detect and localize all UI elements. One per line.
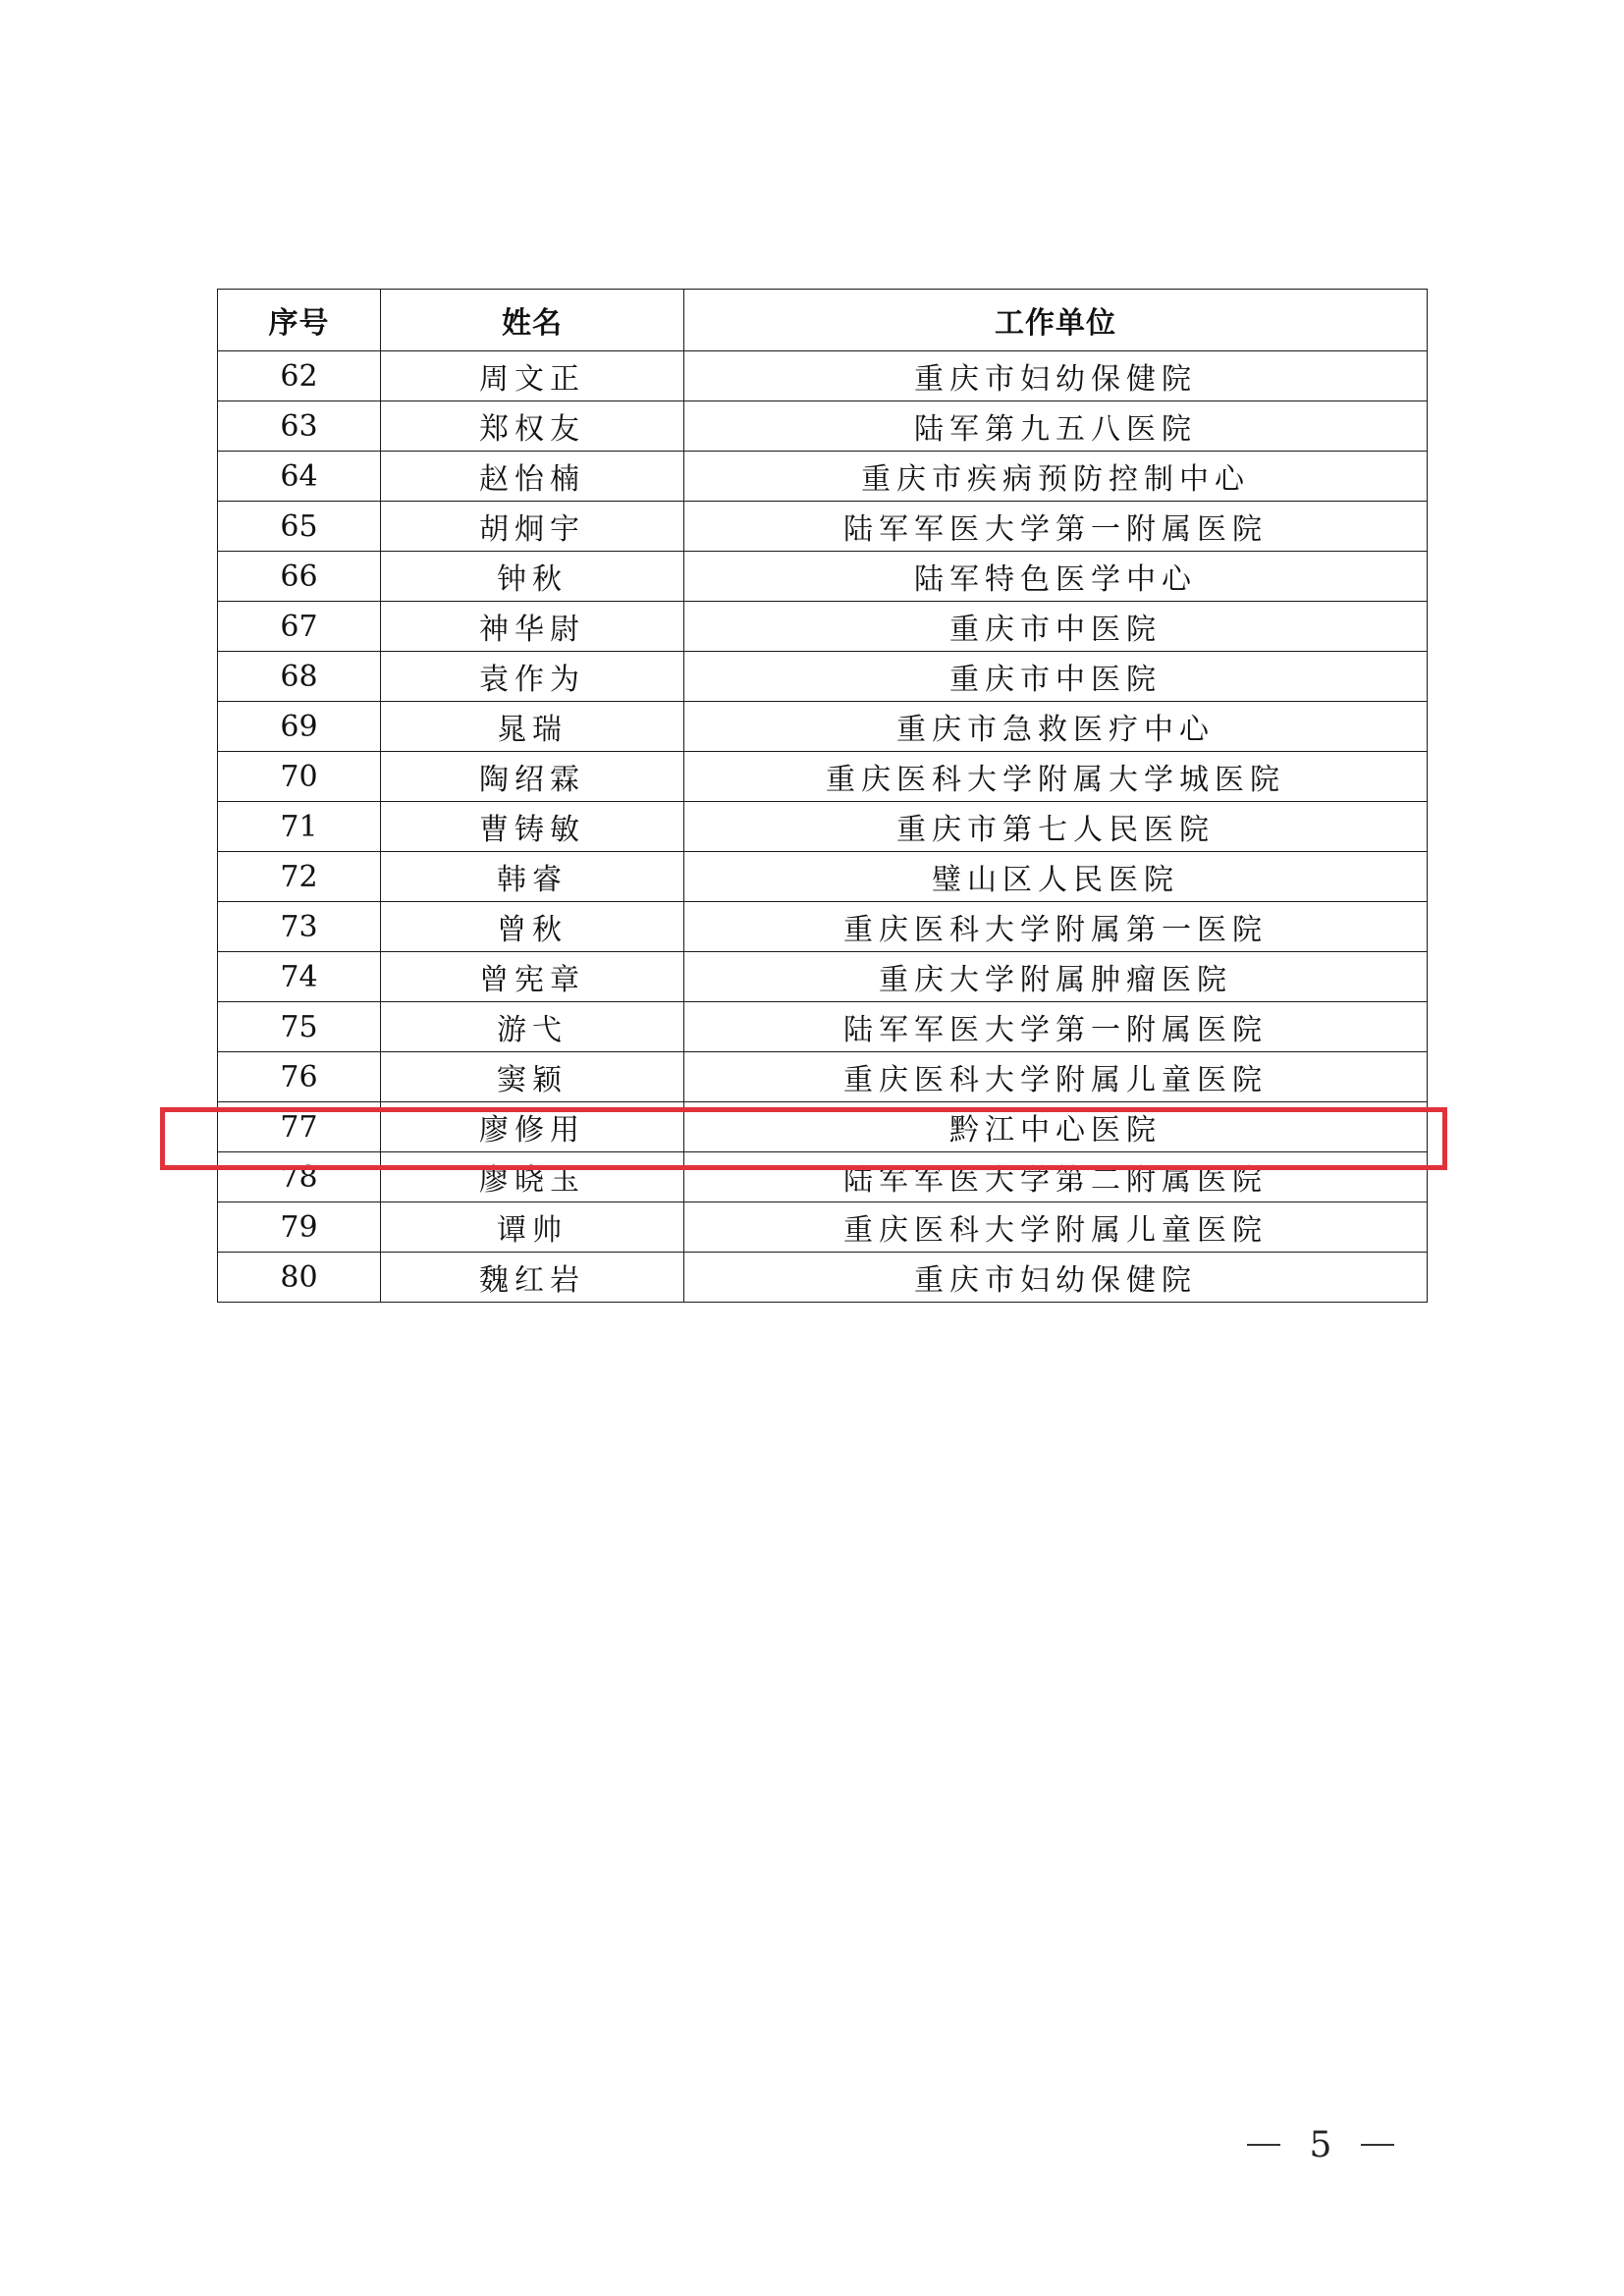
cell-unit: 重庆医科大学附属大学城医院 (684, 752, 1428, 802)
header-name: 姓名 (381, 290, 684, 351)
cell-name: 陶绍霖 (381, 752, 684, 802)
cell-seq: 71 (218, 802, 381, 852)
cell-unit: 重庆市第七人民医院 (684, 802, 1428, 852)
cell-unit: 黔江中心医院 (684, 1102, 1428, 1152)
table-row (218, 502, 1428, 552)
cell-unit: 陆军军医大学第一附属医院 (684, 1002, 1428, 1052)
cell-seq: 65 (218, 502, 381, 552)
cell-name: 曾秋 (381, 902, 684, 952)
table-row (218, 802, 1428, 852)
header-row (218, 290, 1428, 351)
cell-seq: 66 (218, 552, 381, 602)
cell-name: 曹铸敏 (381, 802, 684, 852)
table-row (218, 652, 1428, 702)
cell-unit: 陆军特色医学中心 (684, 552, 1428, 602)
table-row (218, 552, 1428, 602)
cell-unit: 重庆市中医院 (684, 652, 1428, 702)
cell-name: 韩睿 (381, 852, 684, 902)
cell-unit: 重庆市妇幼保健院 (684, 1253, 1428, 1303)
table-row (218, 351, 1428, 401)
cell-seq: 74 (218, 952, 381, 1002)
cell-seq: 79 (218, 1202, 381, 1253)
table-header (218, 290, 1428, 351)
cell-name: 神华尉 (381, 602, 684, 652)
cell-unit: 陆军军医大学第二附属医院 (684, 1152, 1428, 1202)
cell-unit: 重庆大学附属肿瘤医院 (684, 952, 1428, 1002)
page-footer (1247, 2120, 1394, 2169)
cell-seq: 68 (218, 652, 381, 702)
table-row (218, 1052, 1428, 1102)
cell-seq: 77 (218, 1102, 381, 1152)
roster-table (217, 289, 1428, 1303)
table-row (218, 1202, 1428, 1253)
cell-seq: 76 (218, 1052, 381, 1102)
table-row (218, 452, 1428, 502)
cell-name: 赵怡楠 (381, 452, 684, 502)
cell-name: 廖晓玉 (381, 1152, 684, 1202)
table-row (218, 401, 1428, 452)
cell-name: 曾宪章 (381, 952, 684, 1002)
cell-name: 胡炯宇 (381, 502, 684, 552)
table-row (218, 1253, 1428, 1303)
cell-name: 魏红岩 (381, 1253, 684, 1303)
table-row (218, 752, 1428, 802)
table-row (218, 602, 1428, 652)
page-dash-left (1247, 2144, 1280, 2146)
table-row (218, 702, 1428, 752)
cell-seq: 63 (218, 401, 381, 452)
cell-seq: 72 (218, 852, 381, 902)
cell-unit: 重庆医科大学附属儿童医院 (684, 1202, 1428, 1253)
table-row (218, 1152, 1428, 1202)
cell-seq: 78 (218, 1152, 381, 1202)
cell-unit: 重庆市疾病预防控制中心 (684, 452, 1428, 502)
table-body (218, 351, 1428, 1303)
cell-name: 廖修用 (381, 1102, 684, 1152)
cell-seq: 70 (218, 752, 381, 802)
cell-unit: 璧山区人民医院 (684, 852, 1428, 902)
table-row (218, 1002, 1428, 1052)
cell-unit: 重庆市中医院 (684, 602, 1428, 652)
cell-name: 谭帅 (381, 1202, 684, 1253)
header-unit: 工作单位 (684, 290, 1428, 351)
table-row (218, 852, 1428, 902)
cell-unit: 重庆市妇幼保健院 (684, 351, 1428, 401)
cell-name: 窦颖 (381, 1052, 684, 1102)
cell-unit: 陆军第九五八医院 (684, 401, 1428, 452)
cell-seq: 62 (218, 351, 381, 401)
cell-seq: 80 (218, 1253, 381, 1303)
header-seq: 序号 (218, 290, 381, 351)
cell-unit: 重庆市急救医疗中心 (684, 702, 1428, 752)
cell-unit: 重庆医科大学附属儿童医院 (684, 1052, 1428, 1102)
cell-name: 袁作为 (381, 652, 684, 702)
cell-name: 晁瑞 (381, 702, 684, 752)
cell-name: 游弋 (381, 1002, 684, 1052)
cell-name: 钟秋 (381, 552, 684, 602)
table-row-highlighted (218, 1102, 1428, 1152)
cell-name: 郑权友 (381, 401, 684, 452)
cell-seq: 73 (218, 902, 381, 952)
cell-unit: 重庆医科大学附属第一医院 (684, 902, 1428, 952)
cell-seq: 69 (218, 702, 381, 752)
cell-seq: 75 (218, 1002, 381, 1052)
cell-seq: 67 (218, 602, 381, 652)
table-row (218, 902, 1428, 952)
table-row (218, 952, 1428, 1002)
cell-unit: 陆军军医大学第一附属医院 (684, 502, 1428, 552)
cell-seq: 64 (218, 452, 381, 502)
page-dash-right (1361, 2144, 1394, 2146)
page-number: 5 (1309, 2124, 1332, 2165)
cell-name: 周文正 (381, 351, 684, 401)
